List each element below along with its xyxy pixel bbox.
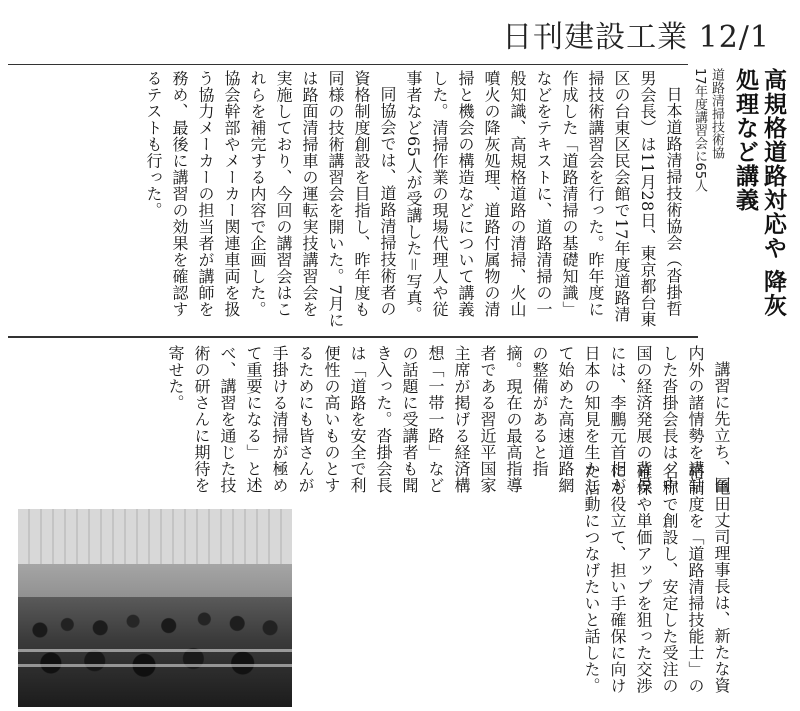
subheadline-line: 道路清掃技術協 bbox=[709, 68, 724, 159]
subheadline bbox=[691, 68, 725, 330]
photo-ceiling bbox=[18, 509, 292, 564]
article-body-lower-2 bbox=[244, 463, 734, 703]
seminar-photo bbox=[18, 509, 292, 707]
masthead-handwritten: 日刊建設工業 12/1 bbox=[502, 20, 770, 55]
photo-desks bbox=[18, 637, 292, 677]
paragraph: 同協会では、道路清掃技術者の資格制度創設を目指し、昨年度も同様の技術講習会を開いた。7月には路面清掃車の運転実技講習会を実施しており、今回の講習会はこれらを補完する内容で企画した。協会幹部やメーカー関連車両を扱う協力メーカーの担当者が講師を務め、最後に講習の効果を確認するテストも行った。 bbox=[144, 70, 397, 329]
headline bbox=[731, 68, 787, 330]
article-body-upper bbox=[10, 70, 686, 332]
subheadline-line: 17年度講習会に65人 bbox=[692, 68, 707, 193]
headline-line: 高規格道路対応や bbox=[760, 68, 787, 260]
divider-top bbox=[8, 64, 688, 65]
paragraph: 日本道路清掃技術協会（沓掛哲男会長）は11月28日、東京都台東区の台東区民会館で17年度道路清掃技術講習会を行った。昨年度に作成した「道路清掃の基礎知識」などをテキストに、道路清掃の一般知識、高規格道路の清掃、火山噴火の降灰処理、道路付属物の清掃と機会の構造などについて講義した。清掃作業の現場代理人や従事者など65人が受講した＝写真。 bbox=[404, 70, 683, 328]
headline-line: 降灰処理など講義 bbox=[732, 68, 787, 318]
paragraph: 講習に先立ち、国内外の諸情勢を講話した沓掛会長は、中国の経済発展の背景には、李鵬元首相が日本の知見を生かして始めた高速道路網の整備があると指摘。現在の最高指導者である習近平国家主席が掲げる経済構想「一帯一路」などの話題に受講者も聞き入った。沓掛会長は「道路を安全で利便性の高いものとするためにも皆さんが手掛ける清掃が極めて重要になる」と述べ、講習を通じた技術の研さんに期待を寄せた。 bbox=[166, 345, 731, 494]
paragraph: 亀田丈司理事長は、新たな資格制度を「道路清掃技能士」の名称で創設し、安定した受注の確保や単価アップを狙った交渉にも役立て、担い手確保に向けた活動につなげたいと話した。 bbox=[582, 463, 731, 694]
article-header bbox=[692, 68, 787, 330]
divider-middle bbox=[8, 336, 698, 338]
